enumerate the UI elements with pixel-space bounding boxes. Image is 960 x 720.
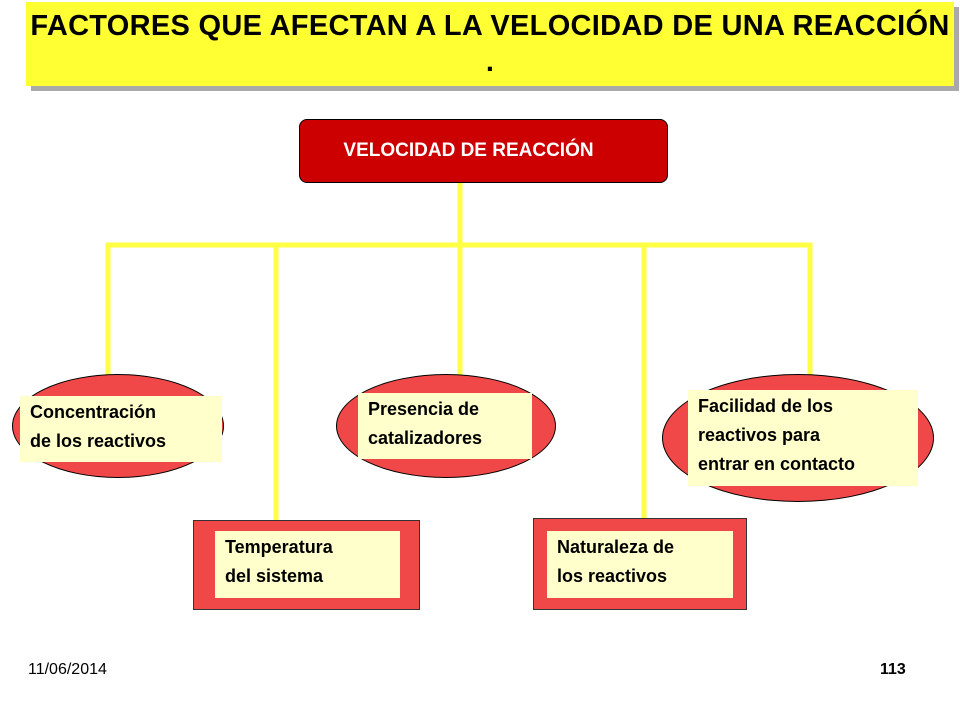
factor-label-facilidad: Facilidad de los reactivos para entrar en contacto [688, 390, 918, 486]
root-node-label: VELOCIDAD DE REACCIÓN [343, 140, 594, 161]
footer-page-number: 113 [880, 661, 906, 678]
factor-label-catalizadores: Presencia de catalizadores [358, 393, 532, 459]
page-title: FACTORES QUE AFECTAN A LA VELOCIDAD DE UNA REACCIÓN . [30, 10, 950, 78]
factor-label-temperatura: Temperatura del sistema [215, 531, 400, 598]
factor-label-naturaleza: Naturaleza de los reactivos [547, 531, 733, 598]
root-node-velocidad [299, 119, 668, 183]
footer-date: 11/06/2014 [28, 661, 107, 678]
factor-label-concentracion: Concentración de los reactivos [20, 396, 222, 462]
